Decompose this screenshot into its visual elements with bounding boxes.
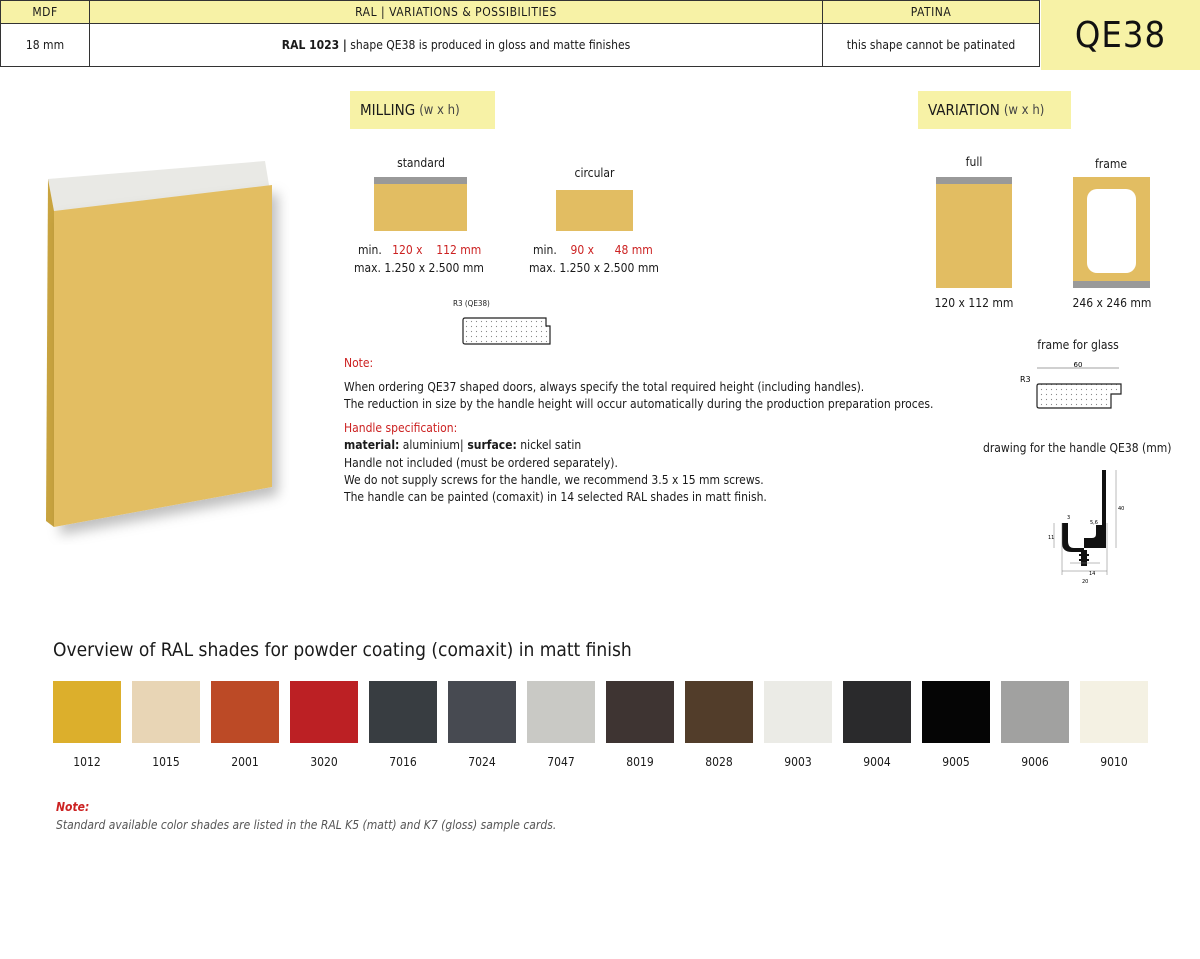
ral-code-bold: RAL 1023 | [281,38,347,52]
handle-title: drawing for the handle QE38 (mm) [983,441,1172,455]
note-title: Note: [344,356,374,370]
standard-label: standard [397,156,445,170]
header-ral-value [90,24,823,67]
ral-swatch-label: 9006 [1021,755,1049,769]
frame-variation-swatch [1073,177,1150,288]
profile-drawing [460,310,556,350]
header-col-mdf: MDF [1,1,90,24]
header-col-ral: RAL | VARIATIONS & POSSIBILITIES [90,1,823,24]
milling-sub: (w x h) [419,102,460,118]
note-line-2: The reduction in size by the handle height will occur automatically during the production preparation proces. [344,397,934,411]
handle-hook [1062,523,1084,552]
note-line-5: The handle can be painted (comaxit) in 14 selected RAL shades in matt finish. [344,490,767,504]
ral-swatch-9003 [764,681,832,743]
panel-front [54,185,272,527]
header-col-patina: PATINA [823,1,1040,24]
ral-swatch-label: 7024 [468,755,496,769]
milling-title: MILLING [360,101,416,119]
frame-glass-drawing [1015,358,1135,414]
circular-min-value: 90 x 48 mm [570,243,653,257]
ral-swatch-label: 9003 [784,755,812,769]
circular-label: circular [574,166,615,180]
milling-tag [350,91,495,129]
ral-swatch-label: 1015 [152,755,180,769]
footer-note-title: Note: [56,800,90,814]
handle-dim-20: 20 [1082,579,1089,585]
ral-swatch-label: 7016 [389,755,417,769]
handle-upright [1084,470,1106,548]
standard-min-prefix: min. [358,243,382,257]
circular-min-prefix: min. [533,243,557,257]
header-table [0,0,1040,67]
frame-glass-label: frame for glass [1037,338,1119,352]
handle-dim-56: 5,6 [1090,520,1098,526]
frame-opening [1087,189,1136,273]
ral-swatch-7016 [369,681,437,743]
variation-title: VARIATION [928,101,1000,119]
ral-swatch-label: 3020 [310,755,338,769]
frame-label: frame [1094,157,1127,171]
ral-swatch-label: 2001 [231,755,259,769]
circular-milling-swatch [556,190,633,231]
frame-glass-profile [1037,384,1121,408]
ral-swatch-label: 8019 [626,755,654,769]
standard-milling-swatch [374,177,467,231]
panel-side [46,179,54,527]
product-code: QE38 [1041,0,1200,70]
standard-min [358,243,481,257]
handle-dim-11: 11 [1048,535,1055,541]
frame-size: 246 x 246 mm [1072,296,1152,310]
handle-dim-14: 14 [1089,571,1096,577]
frame-glass-dim: 60 [1073,361,1083,369]
ral-swatch-label: 9010 [1100,755,1128,769]
ral-swatch-7047 [527,681,595,743]
note-line-1: When ordering QE37 shaped doors, always specify the total required height (including handles). [344,380,865,394]
handle-material [344,437,581,454]
note-line-4: We do not supply screws for the handle, we recommend 3.5 x 15 mm screws. [344,473,764,487]
ral-swatch-8019 [606,681,674,743]
ral-swatch-9004 [843,681,911,743]
profile-label: R3 (QE38) [453,299,490,308]
variation-tag [918,91,1071,129]
header-mdf-value: 18 mm [1,24,90,67]
ral-swatch-label: 1012 [73,755,101,769]
ral-desc: shape QE38 is produced in gloss and matte finishes [346,38,631,52]
material-value: aluminium| [399,438,464,452]
ral-swatch-9006 [1001,681,1069,743]
full-label: full [965,155,983,169]
ral-swatch-3020 [290,681,358,743]
circular-max: max. 1.250 x 2.500 mm [529,261,659,275]
ral-swatch-9010 [1080,681,1148,743]
ral-swatch-9005 [922,681,990,743]
handle-dim-3: 3 [1067,515,1071,521]
ral-swatch-label: 8028 [705,755,733,769]
note-line-3: Handle not included (must be ordered separately). [344,456,618,470]
door-panel-illustration [40,155,290,545]
ral-swatch-1015 [132,681,200,743]
footer-note-text: Standard available color shades are listed in the RAL K5 (matt) and K7 (gloss) sample cards. [56,818,557,832]
surface-label: surface: [463,438,517,452]
full-size: 120 x 112 mm [934,296,1014,310]
surface-value: nickel satin [516,438,582,452]
ral-swatch-label: 7047 [547,755,575,769]
variation-sub: (w x h) [1003,102,1045,118]
full-variation-swatch [936,177,1012,288]
handle-spec-title: Handle specification: [344,421,458,435]
handle-dim-40: 40 [1118,506,1125,512]
handle-drawing [1040,465,1130,590]
ral-swatch-1012 [53,681,121,743]
ral-overview-title: Overview of RAL shades for powder coating (comaxit) in matt finish [53,639,632,661]
ral-swatch-label: 9004 [863,755,891,769]
frame-glass-r: R3 [1020,375,1031,384]
ral-swatch-7024 [448,681,516,743]
header-patina-value: this shape cannot be patinated [823,24,1040,67]
standard-min-value: 120 x 112 mm [392,243,482,257]
standard-max: max. 1.250 x 2.500 mm [354,261,484,275]
ral-swatch-2001 [211,681,279,743]
circular-min [533,243,653,257]
ral-swatch-label: 9005 [942,755,970,769]
profile-shape [463,318,550,344]
material-label: material: [344,438,400,452]
ral-swatch-8028 [685,681,753,743]
